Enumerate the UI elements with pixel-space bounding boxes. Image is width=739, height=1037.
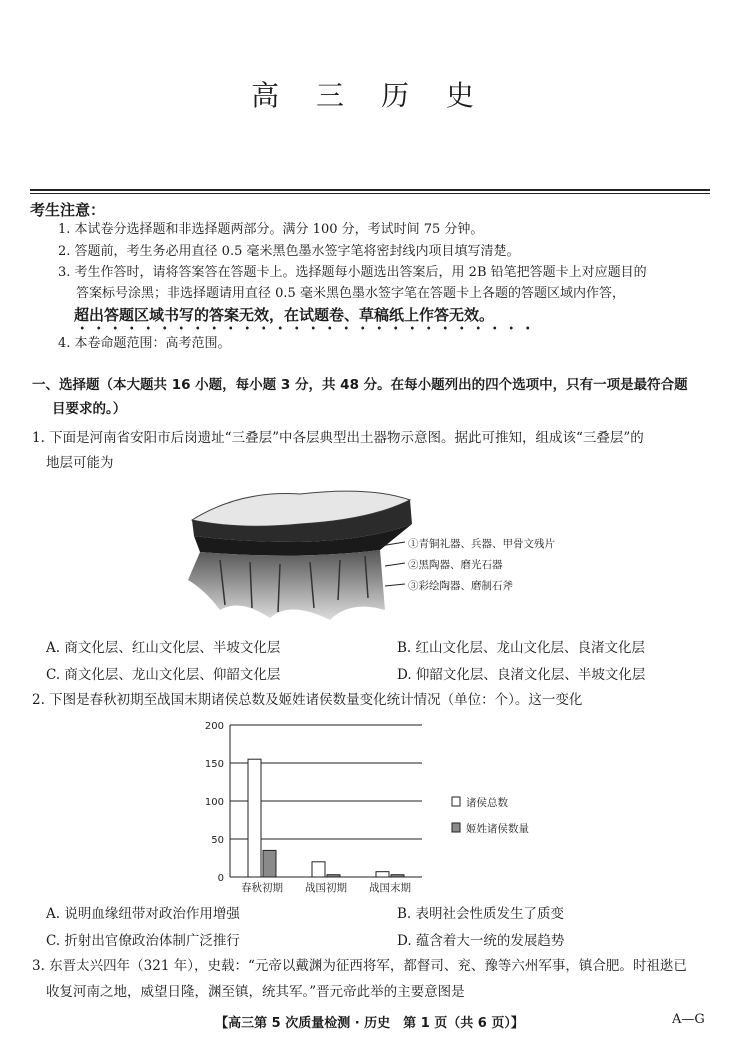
q1-stem: 1. 下面是河南省安阳市后岗遗址“三叠层”中各层典型出土器物示意图。据此可推知，组成该“三叠层”的 (32, 430, 644, 446)
notice-item-1: 1. 本试卷分选择题和非选择题两部分。满分 100 分，考试时间 75 分钟。 (58, 222, 484, 237)
section-heading: 一、选择题（本大题共 16 小题，每小题 3 分，共 48 分。在每小题列出的四个选项中，只有一项是最符合题 (32, 377, 688, 393)
section-heading-cont: 目要求的。） (52, 401, 127, 417)
q1-option-d[interactable]: D. 仰韶文化层、良渚文化层、半坡文化层 (397, 667, 646, 683)
page-footer: 【高三第 5 次质量检测 · 历史 第 1 页（共 6 页）】 (215, 1016, 524, 1031)
y-tick-label: 150 (204, 759, 224, 770)
y-tick-label: 200 (204, 721, 224, 732)
divider-thin (30, 193, 710, 194)
notice-item-2: 2. 答题前，考生务必用直径 0.5 毫米黑色墨水签字笔将密封线内项目填写清楚。 (58, 244, 520, 259)
q1-option-c[interactable]: C. 商文化层、龙山文化层、仰韶文化层 (46, 667, 281, 683)
q2-option-d[interactable]: D. 蕴含着大一统的发展趋势 (397, 933, 565, 949)
x-tick-label: 春秋初期 (241, 882, 283, 894)
bar-total-2 (376, 872, 389, 877)
q1-option-b[interactable]: B. 红山文化层、龙山文化层、良渚文化层 (397, 640, 646, 656)
stratum-label-1: ①青铜礼器、兵器、甲骨文残片 (408, 538, 555, 550)
bar-total-0 (248, 759, 261, 877)
strata-illustration (180, 480, 610, 628)
q1-option-a[interactable]: A. 商文化层、红山文化层、半坡文化层 (46, 640, 281, 656)
stratum-label-2: ②黑陶器、磨光石器 (408, 559, 503, 571)
legend-label-1: 姬姓诸侯数量 (466, 823, 529, 835)
y-tick-label: 100 (204, 797, 224, 808)
bar-ji-0 (263, 850, 276, 877)
q3-stem: 3. 东晋太兴四年（321 年），史载：“元帝以戴渊为征西将军，都督司、兖、豫等六州军事，镇合肥。时祖逖已 (32, 958, 687, 974)
notice-item-3: 3. 考生作答时，请将答案答在答题卡上。选择题每小题选出答案后，用 2B 铅笔把答题卡上对应题目的 (58, 265, 647, 280)
bar-ji-2 (391, 875, 404, 877)
notice-heading: 考生注意： (30, 201, 106, 219)
notice-item-4: 4. 本卷命题范围：高考范围。 (58, 336, 231, 351)
cliff-face (188, 550, 385, 620)
legend-swatch-1 (452, 823, 460, 832)
y-tick-label: 0 (217, 873, 224, 884)
q2-option-c[interactable]: C. 折射出官僚政治体制广泛推行 (46, 933, 240, 949)
stratum-label-3: ③彩绘陶器、磨制石斧 (408, 580, 513, 592)
divider-thick (30, 189, 710, 191)
q2-stem: 2. 下图是春秋初期至战国末期诸侯总数及姬姓诸侯数量变化统计情况（单位：个）。这一变化 (32, 692, 583, 708)
q2-option-b[interactable]: B. 表明社会性质发生了质变 (397, 906, 565, 922)
paper-code: A—G (672, 1012, 705, 1027)
x-tick-label: 战国初期 (305, 882, 347, 894)
notice-item-3-cont: 答案标号涂黑；非选择题请用直径 0.5 毫米黑色墨水签字笔在答题卡上各题的答题区域内作答， (76, 286, 625, 301)
q1-stem-cont: 地层可能为 (46, 455, 114, 471)
y-tick-label: 50 (211, 835, 224, 846)
legend-swatch-0 (452, 797, 460, 806)
feudal-lords-chart (190, 715, 560, 895)
page-title: 高 三 历 史 (251, 79, 488, 112)
q2-option-a[interactable]: A. 说明血缘纽带对政治作用增强 (46, 906, 240, 922)
bar-ji-1 (327, 875, 340, 877)
q3-stem-cont: 收复河南之地，威望日隆，渊至镇，统其军。”晋元帝此举的主要意图是 (46, 984, 465, 1000)
bar-total-1 (312, 862, 325, 877)
x-tick-label: 战国末期 (369, 882, 411, 894)
notice-emphasis: 超出答题区域书写的答案无效，在试题卷、草稿纸上作答无效。 (74, 306, 495, 324)
emphasis-dots (74, 325, 534, 331)
legend-label-0: 诸侯总数 (466, 797, 508, 809)
